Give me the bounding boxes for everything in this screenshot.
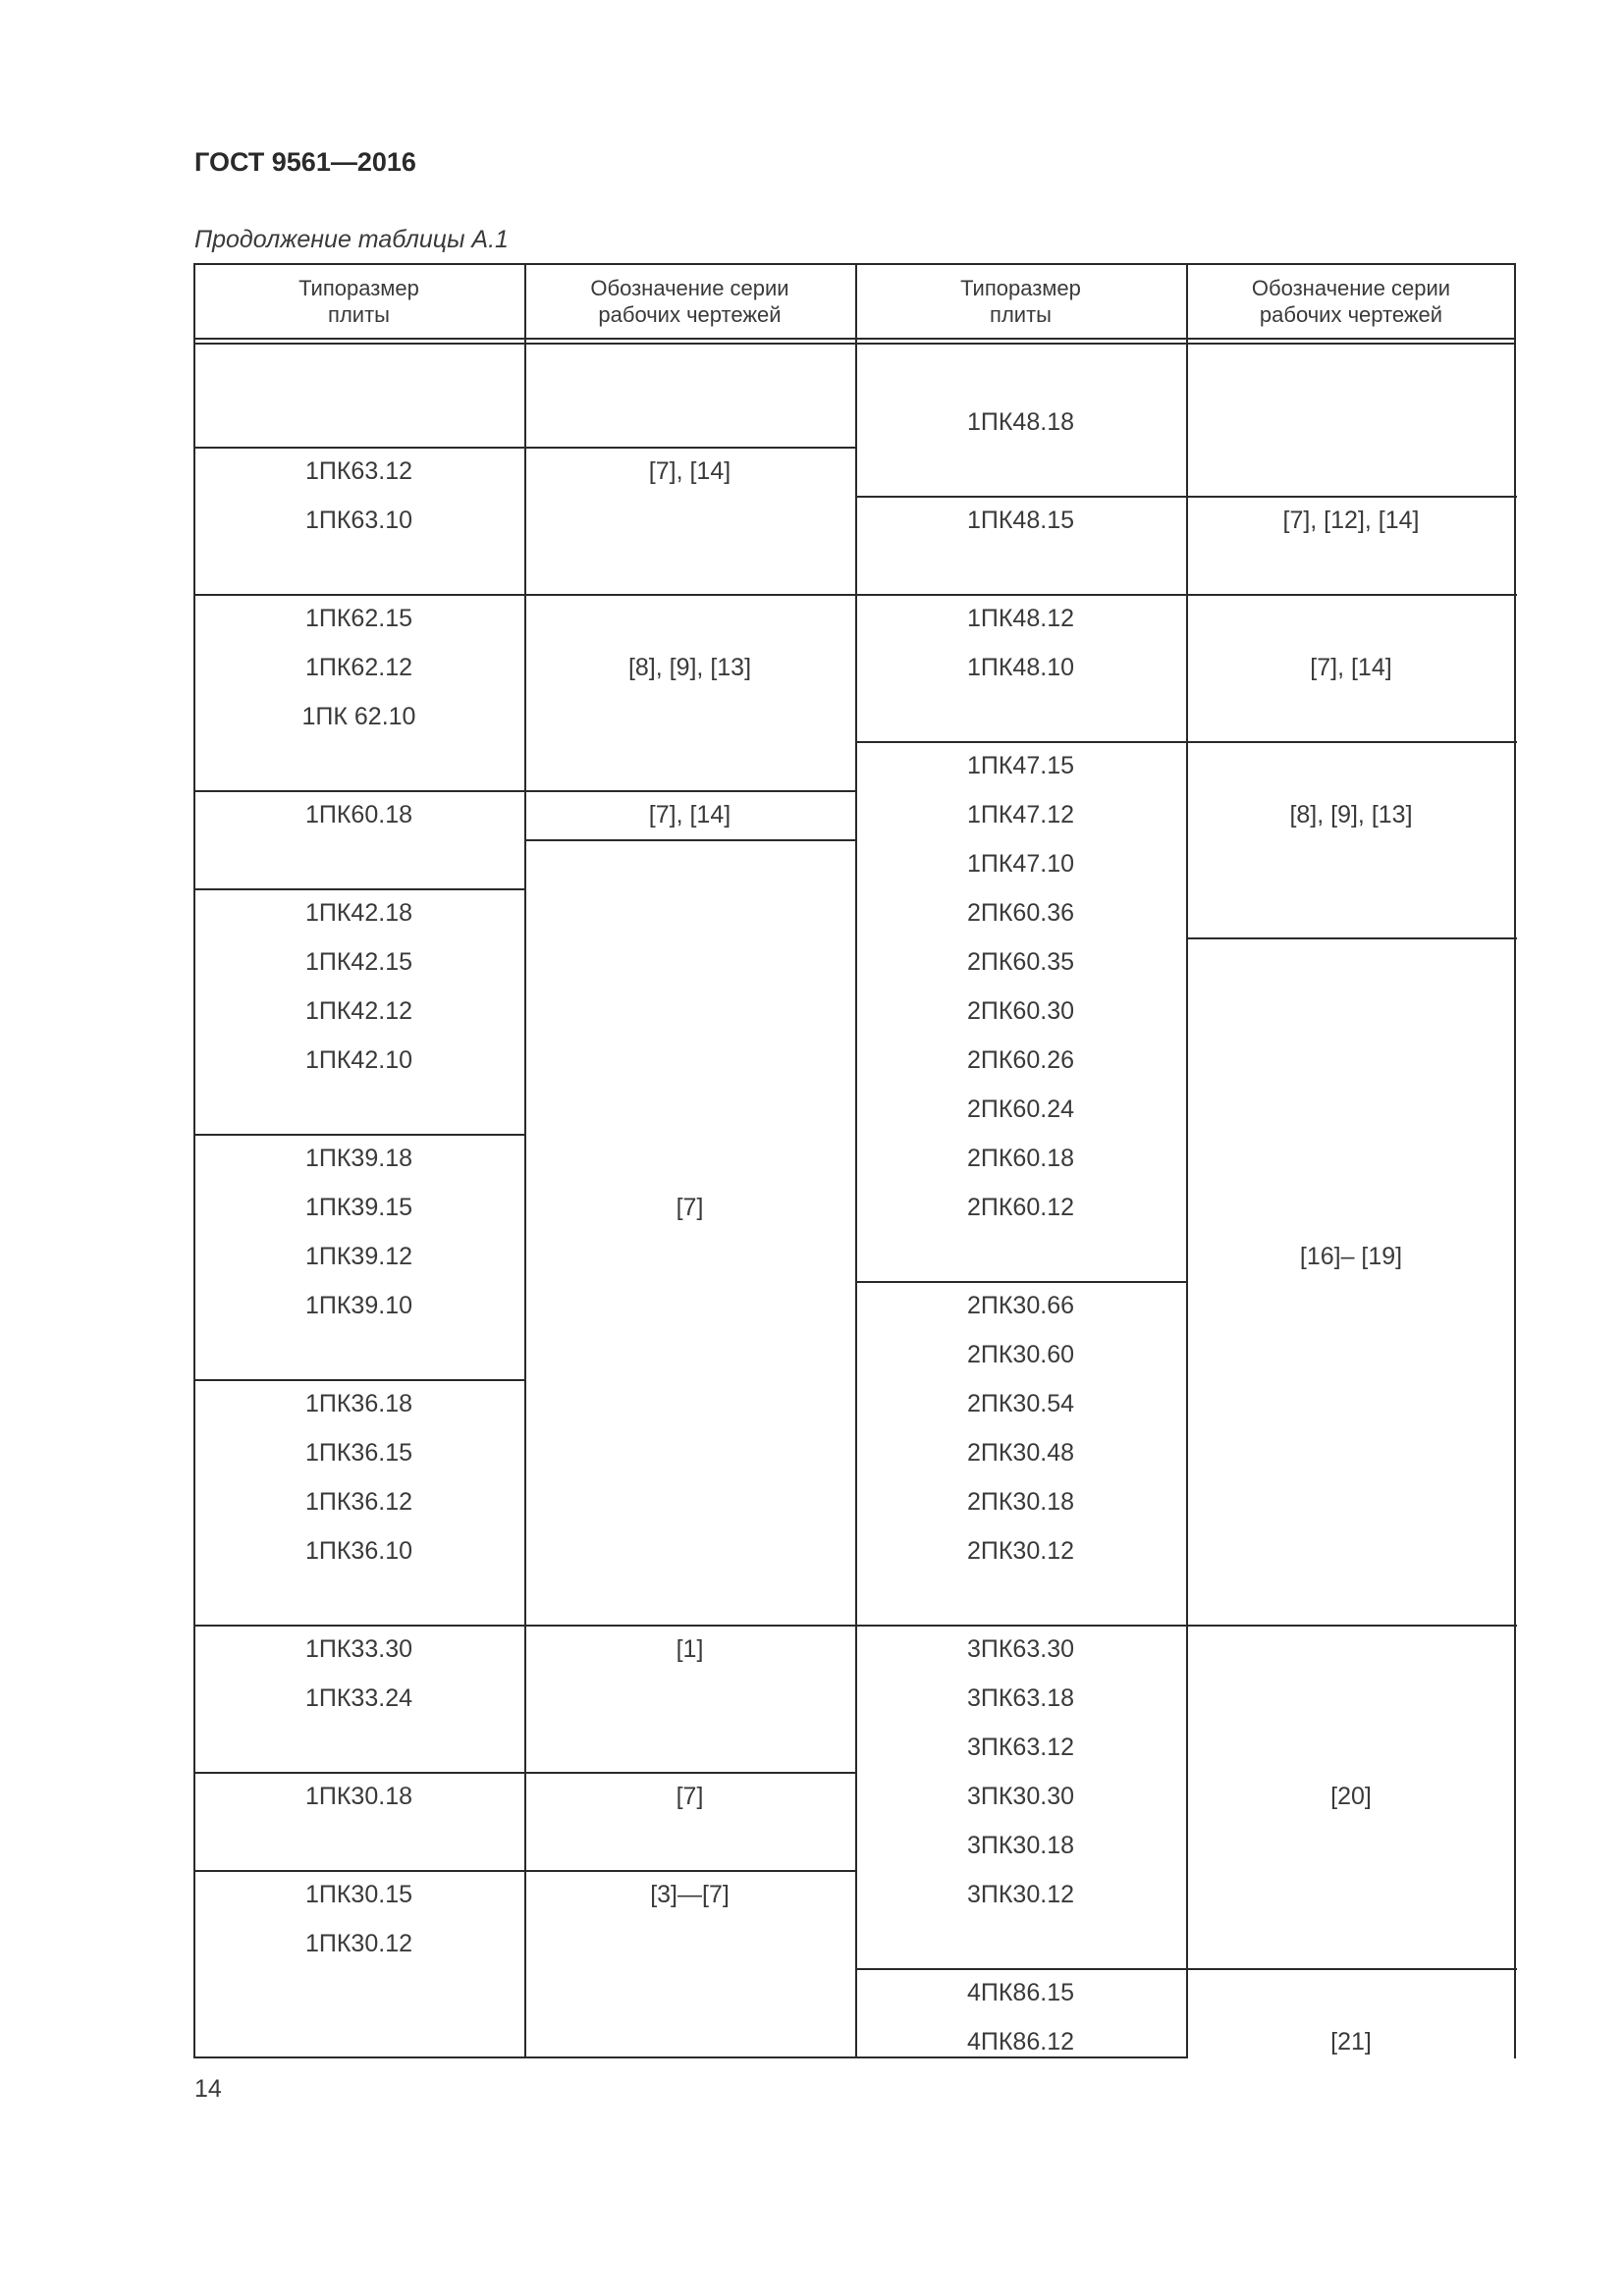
cell-line: 1ПК39.15 <box>305 1194 412 1221</box>
cell-line: 1ПК63.10 <box>305 507 412 534</box>
cell-line: 3ПК63.30 <box>967 1635 1074 1663</box>
table-cell <box>855 741 1186 1281</box>
header-text: плиты <box>990 301 1052 327</box>
table-cell <box>193 1772 524 1870</box>
cell-line: 1ПК30.15 <box>305 1881 412 1908</box>
cell-line: 1ПК62.12 <box>305 654 412 681</box>
cell-line: 2ПК30.54 <box>967 1390 1074 1417</box>
cell-line: 1ПК36.15 <box>305 1439 412 1467</box>
table-cell <box>193 888 524 1134</box>
column-border <box>1514 263 1516 2058</box>
table-cell <box>193 790 524 888</box>
table-cell <box>855 345 1186 496</box>
table-cell <box>855 1968 1186 2058</box>
cell-line: 2ПК30.12 <box>967 1537 1074 1565</box>
document-header: ГОСТ 9561—2016 <box>194 147 416 177</box>
header-cell-size-1 <box>193 263 524 339</box>
cell-line: [7], [14] <box>648 457 731 485</box>
cell-line: [7], [12], [14] <box>1282 507 1420 534</box>
cell-line: 3ПК30.30 <box>967 1783 1074 1810</box>
cell-line: 2ПК60.18 <box>967 1145 1074 1172</box>
header-text: Типоразмер <box>298 275 419 300</box>
table-cell <box>193 594 524 790</box>
table-cell <box>1186 594 1516 741</box>
table-cell <box>193 1134 524 1379</box>
header-text: Обозначение серии <box>1251 275 1451 300</box>
cell-line: 3ПК63.18 <box>967 1684 1074 1712</box>
header-text: Типоразмер <box>960 275 1081 300</box>
cell-line: 4ПК86.15 <box>967 1979 1074 2006</box>
column-border <box>855 263 857 2058</box>
cell-line: 2ПК60.24 <box>967 1095 1074 1123</box>
cell-line: [7], [14] <box>1310 654 1392 681</box>
header-cell-series-2 <box>1186 263 1516 339</box>
table-cell <box>524 1625 855 1772</box>
header-cell-series-1 <box>524 263 855 339</box>
table-cell <box>524 447 855 594</box>
cell-line: 1ПК36.10 <box>305 1537 412 1565</box>
cell-line: 1ПК48.10 <box>967 654 1074 681</box>
cell-line: [3]—[7] <box>650 1881 730 1908</box>
table-cell <box>193 447 524 594</box>
cell-line: [8], [9], [13] <box>1289 801 1413 828</box>
header-text: рабочих чертежей <box>598 301 782 327</box>
table-caption: Продолжение таблицы А.1 <box>194 226 509 253</box>
page-number: 14 <box>194 2075 222 2103</box>
cell-line: 1ПК39.18 <box>305 1145 412 1172</box>
header-text: Обозначение серии <box>590 275 789 300</box>
cell-line: [21] <box>1330 2028 1372 2056</box>
cell-line: 1ПК48.15 <box>967 507 1074 534</box>
cell-line: 1ПК47.10 <box>967 850 1074 878</box>
table-cell <box>855 1281 1186 1625</box>
table-bottom-border <box>193 2056 1186 2058</box>
cell-line: 1ПК36.18 <box>305 1390 412 1417</box>
header-text: плиты <box>328 301 390 327</box>
table-cell <box>1186 741 1516 937</box>
cell-line: [7] <box>676 1783 704 1810</box>
table-cell <box>524 594 855 790</box>
cell-line: [1] <box>676 1635 704 1663</box>
cell-line: 1ПК48.18 <box>967 408 1074 436</box>
cell-line: 1ПК48.12 <box>967 605 1074 632</box>
table-cell <box>193 1870 524 2058</box>
table-cell <box>1186 937 1516 1625</box>
header-text: рабочих чертежей <box>1259 301 1443 327</box>
table-cell <box>1186 496 1516 594</box>
cell-line: 2ПК30.66 <box>967 1292 1074 1319</box>
cell-line: 2ПК60.30 <box>967 997 1074 1025</box>
cell-line: 1ПК39.12 <box>305 1243 412 1270</box>
column-border <box>193 263 195 2058</box>
cell-line: 1ПК30.18 <box>305 1783 412 1810</box>
cell-line: 1ПК33.30 <box>305 1635 412 1663</box>
cell-line: 1ПК39.10 <box>305 1292 412 1319</box>
table-cell <box>1186 1625 1516 1968</box>
table-cell <box>193 345 524 447</box>
cell-line: 1ПК42.18 <box>305 899 412 927</box>
cell-line: 2ПК30.60 <box>967 1341 1074 1368</box>
cell-line: 1ПК 62.10 <box>301 703 416 730</box>
cell-line: 1ПК62.15 <box>305 605 412 632</box>
cell-line: 1ПК33.24 <box>305 1684 412 1712</box>
cell-line: [8], [9], [13] <box>627 654 752 681</box>
cell-line: [7] <box>676 1194 704 1221</box>
table-cell <box>524 839 855 1625</box>
table-cell <box>193 1379 524 1625</box>
cell-line: 2ПК30.18 <box>967 1488 1074 1516</box>
cell-line: 1ПК60.18 <box>305 801 412 828</box>
column-border <box>524 263 526 2058</box>
header-cell-size-2 <box>855 263 1186 339</box>
cell-line: 2ПК60.12 <box>967 1194 1074 1221</box>
cell-line: 2ПК60.36 <box>967 899 1074 927</box>
cell-line: 2ПК30.48 <box>967 1439 1074 1467</box>
cell-line: [7], [14] <box>648 801 731 828</box>
table-cell <box>524 790 855 839</box>
cell-line: [16]– [19] <box>1299 1243 1403 1270</box>
cell-line: 2ПК60.35 <box>967 948 1074 976</box>
cell-line: 1ПК36.12 <box>305 1488 412 1516</box>
cell-line: 2ПК60.26 <box>967 1046 1074 1074</box>
cell-line: 3ПК30.12 <box>967 1881 1074 1908</box>
table-cell <box>524 1772 855 1870</box>
cell-line: 1ПК42.10 <box>305 1046 412 1074</box>
table-cell <box>855 496 1186 594</box>
column-border <box>1186 263 1188 2058</box>
cell-line: 1ПК30.12 <box>305 1930 412 1957</box>
cell-line: 3ПК63.12 <box>967 1734 1074 1761</box>
cell-line: 1ПК63.12 <box>305 457 412 485</box>
data-table <box>193 263 1516 2058</box>
table-cell <box>855 594 1186 741</box>
table-cell <box>524 1870 855 2058</box>
table-cell <box>1186 1968 1516 2058</box>
cell-line: 1ПК42.12 <box>305 997 412 1025</box>
table-cell <box>193 1625 524 1772</box>
cell-line: 1ПК42.15 <box>305 948 412 976</box>
cell-line: [20] <box>1330 1783 1372 1810</box>
table-cell <box>1186 345 1516 496</box>
cell-line: 1ПК47.12 <box>967 801 1074 828</box>
cell-line: 1ПК47.15 <box>967 752 1074 779</box>
cell-line: 4ПК86.12 <box>967 2028 1074 2056</box>
table-cell <box>855 1625 1186 1968</box>
table-cell <box>524 345 855 447</box>
cell-line: 3ПК30.18 <box>967 1832 1074 1859</box>
